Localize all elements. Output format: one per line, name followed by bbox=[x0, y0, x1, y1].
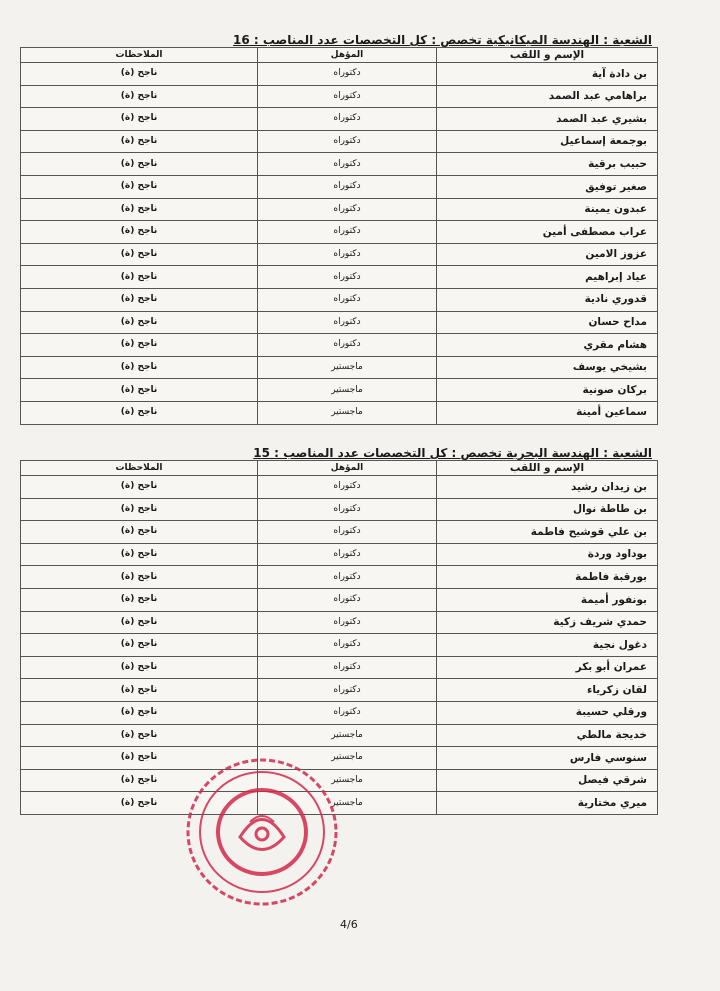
cell-remark: ناجح (ة) bbox=[21, 566, 258, 589]
cell-remark: ناجح (ة) bbox=[21, 792, 258, 815]
cell-name: ميري مختارية bbox=[437, 792, 658, 815]
table-row bbox=[21, 130, 658, 153]
table-row bbox=[21, 288, 658, 311]
results-table bbox=[20, 47, 658, 425]
cell-degree: دكتوراه bbox=[258, 611, 437, 634]
cell-degree: ماجستير bbox=[258, 747, 437, 770]
table-header-row bbox=[21, 461, 658, 476]
cell-name: بورقبة فاطمة bbox=[437, 566, 658, 589]
cell-remark: ناجح (ة) bbox=[21, 611, 258, 634]
cell-name: حبيب برقية bbox=[437, 153, 658, 176]
cell-degree: ماجستير bbox=[258, 769, 437, 792]
table-row bbox=[21, 108, 658, 131]
cell-degree: دكتوراه bbox=[258, 130, 437, 153]
cell-degree: دكتوراه bbox=[258, 701, 437, 724]
table-row bbox=[21, 198, 658, 221]
header-name: الإسم و اللقب bbox=[437, 461, 658, 476]
header-degree: المؤهل bbox=[258, 48, 437, 63]
cell-name: عزوز الامين bbox=[437, 243, 658, 266]
header-degree: المؤهل bbox=[258, 461, 437, 476]
cell-degree: دكتوراه bbox=[258, 153, 437, 176]
cell-name: بن زيدان رشيد bbox=[437, 476, 658, 499]
table-row bbox=[21, 656, 658, 679]
cell-name: بونفور أميمة bbox=[437, 588, 658, 611]
cell-degree: دكتوراه bbox=[258, 521, 437, 544]
header-remarks: الملاحظات bbox=[21, 461, 258, 476]
cell-name: بن دادة آية bbox=[437, 63, 658, 86]
cell-name: سماعين أمينة bbox=[437, 401, 658, 424]
page-number: 4/6 bbox=[340, 918, 358, 931]
table-row bbox=[21, 521, 658, 544]
official-stamp-icon bbox=[180, 752, 345, 912]
table-row bbox=[21, 334, 658, 357]
cell-degree: دكتوراه bbox=[258, 634, 437, 657]
cell-degree: ماجستير bbox=[258, 401, 437, 424]
cell-remark: ناجح (ة) bbox=[21, 356, 258, 379]
table-row bbox=[21, 243, 658, 266]
cell-remark: ناجح (ة) bbox=[21, 221, 258, 244]
table-row bbox=[21, 401, 658, 424]
table-body bbox=[21, 63, 658, 425]
cell-remark: ناجح (ة) bbox=[21, 656, 258, 679]
cell-degree: دكتوراه bbox=[258, 266, 437, 289]
cell-name: قدوري نادية bbox=[437, 288, 658, 311]
cell-remark: ناجح (ة) bbox=[21, 198, 258, 221]
cell-remark: ناجح (ة) bbox=[21, 153, 258, 176]
cell-name: خديجة مالطي bbox=[437, 724, 658, 747]
cell-name: مداح حسان bbox=[437, 311, 658, 334]
cell-degree: دكتوراه bbox=[258, 243, 437, 266]
cell-name: بن طاطة نوال bbox=[437, 498, 658, 521]
cell-remark: ناجح (ة) bbox=[21, 724, 258, 747]
cell-name: بوداود وردة bbox=[437, 543, 658, 566]
cell-degree: دكتوراه bbox=[258, 334, 437, 357]
cell-name: بركان صونية bbox=[437, 379, 658, 402]
header-remarks: الملاحظات bbox=[21, 48, 258, 63]
cell-name: هشام مقري bbox=[437, 334, 658, 357]
cell-remark: ناجح (ة) bbox=[21, 243, 258, 266]
cell-name: عراب مصطفى أمين bbox=[437, 221, 658, 244]
cell-degree: دكتوراه bbox=[258, 85, 437, 108]
table-row bbox=[21, 356, 658, 379]
cell-name: عياد إبراهيم bbox=[437, 266, 658, 289]
table-row bbox=[21, 543, 658, 566]
cell-remark: ناجح (ة) bbox=[21, 130, 258, 153]
section-heading: الشعبة : الهندسة الميكانيكية تخصص : كل التخصصات عدد المناصب : 16 bbox=[233, 33, 652, 47]
cell-remark: ناجح (ة) bbox=[21, 747, 258, 770]
cell-degree: ماجستير bbox=[258, 724, 437, 747]
cell-remark: ناجح (ة) bbox=[21, 334, 258, 357]
cell-degree: دكتوراه bbox=[258, 679, 437, 702]
cell-remark: ناجح (ة) bbox=[21, 701, 258, 724]
table-row bbox=[21, 498, 658, 521]
table-row bbox=[21, 679, 658, 702]
cell-name: شرقي فيصل bbox=[437, 769, 658, 792]
table-row bbox=[21, 724, 658, 747]
table-row bbox=[21, 153, 658, 176]
cell-remark: ناجح (ة) bbox=[21, 476, 258, 499]
table-row bbox=[21, 85, 658, 108]
cell-degree: دكتوراه bbox=[258, 63, 437, 86]
cell-remark: ناجح (ة) bbox=[21, 769, 258, 792]
cell-degree: ماجستير bbox=[258, 792, 437, 815]
table-row bbox=[21, 701, 658, 724]
table-row bbox=[21, 379, 658, 402]
cell-name: سنوسي فارس bbox=[437, 747, 658, 770]
cell-degree: دكتوراه bbox=[258, 476, 437, 499]
cell-remark: ناجح (ة) bbox=[21, 311, 258, 334]
table-row bbox=[21, 566, 658, 589]
cell-remark: ناجح (ة) bbox=[21, 634, 258, 657]
cell-remark: ناجح (ة) bbox=[21, 521, 258, 544]
section-heading: الشعبة : الهندسة البحرية تخصص : كل التخصصات عدد المناصب : 15 bbox=[253, 446, 652, 460]
cell-degree: دكتوراه bbox=[258, 108, 437, 131]
cell-degree: ماجستير bbox=[258, 379, 437, 402]
cell-degree: دكتوراه bbox=[258, 175, 437, 198]
table-row bbox=[21, 266, 658, 289]
cell-degree: دكتوراه bbox=[258, 198, 437, 221]
table-row bbox=[21, 175, 658, 198]
cell-name: عمران أبو بكر bbox=[437, 656, 658, 679]
cell-name: بوجمعة إسماعيل bbox=[437, 130, 658, 153]
cell-degree: دكتوراه bbox=[258, 566, 437, 589]
cell-name: حمدي شريف زكية bbox=[437, 611, 658, 634]
cell-remark: ناجح (ة) bbox=[21, 379, 258, 402]
cell-degree: دكتوراه bbox=[258, 221, 437, 244]
table-row bbox=[21, 476, 658, 499]
cell-degree: دكتوراه bbox=[258, 498, 437, 521]
table-row bbox=[21, 63, 658, 86]
cell-remark: ناجح (ة) bbox=[21, 63, 258, 86]
table-row bbox=[21, 311, 658, 334]
cell-remark: ناجح (ة) bbox=[21, 266, 258, 289]
header-name: الإسم و اللقب bbox=[437, 48, 658, 63]
cell-remark: ناجح (ة) bbox=[21, 679, 258, 702]
cell-name: عبدون يمينة bbox=[437, 198, 658, 221]
table-header-row bbox=[21, 48, 658, 63]
cell-name: براهامي عبد الصمد bbox=[437, 85, 658, 108]
cell-name: صغير توفيق bbox=[437, 175, 658, 198]
cell-degree: دكتوراه bbox=[258, 311, 437, 334]
table-row bbox=[21, 634, 658, 657]
cell-degree: ماجستير bbox=[258, 356, 437, 379]
cell-degree: دكتوراه bbox=[258, 656, 437, 679]
cell-remark: ناجح (ة) bbox=[21, 175, 258, 198]
cell-name: بشيخي يوسف bbox=[437, 356, 658, 379]
table-row bbox=[21, 221, 658, 244]
cell-name: ورقلي حسيبة bbox=[437, 701, 658, 724]
cell-remark: ناجح (ة) bbox=[21, 543, 258, 566]
cell-name: لقان زكرياء bbox=[437, 679, 658, 702]
cell-degree: دكتوراه bbox=[258, 543, 437, 566]
cell-degree: دكتوراه bbox=[258, 288, 437, 311]
cell-remark: ناجح (ة) bbox=[21, 401, 258, 424]
cell-remark: ناجح (ة) bbox=[21, 288, 258, 311]
cell-remark: ناجح (ة) bbox=[21, 588, 258, 611]
cell-name: بشيري عبد الصمد bbox=[437, 108, 658, 131]
table-row bbox=[21, 588, 658, 611]
cell-degree: دكتوراه bbox=[258, 588, 437, 611]
section-mechanical-engineering bbox=[20, 33, 654, 425]
cell-name: دغول نجية bbox=[437, 634, 658, 657]
table-row bbox=[21, 611, 658, 634]
cell-remark: ناجح (ة) bbox=[21, 85, 258, 108]
cell-remark: ناجح (ة) bbox=[21, 108, 258, 131]
cell-remark: ناجح (ة) bbox=[21, 498, 258, 521]
cell-name: بن علي قوشيح فاطمة bbox=[437, 521, 658, 544]
